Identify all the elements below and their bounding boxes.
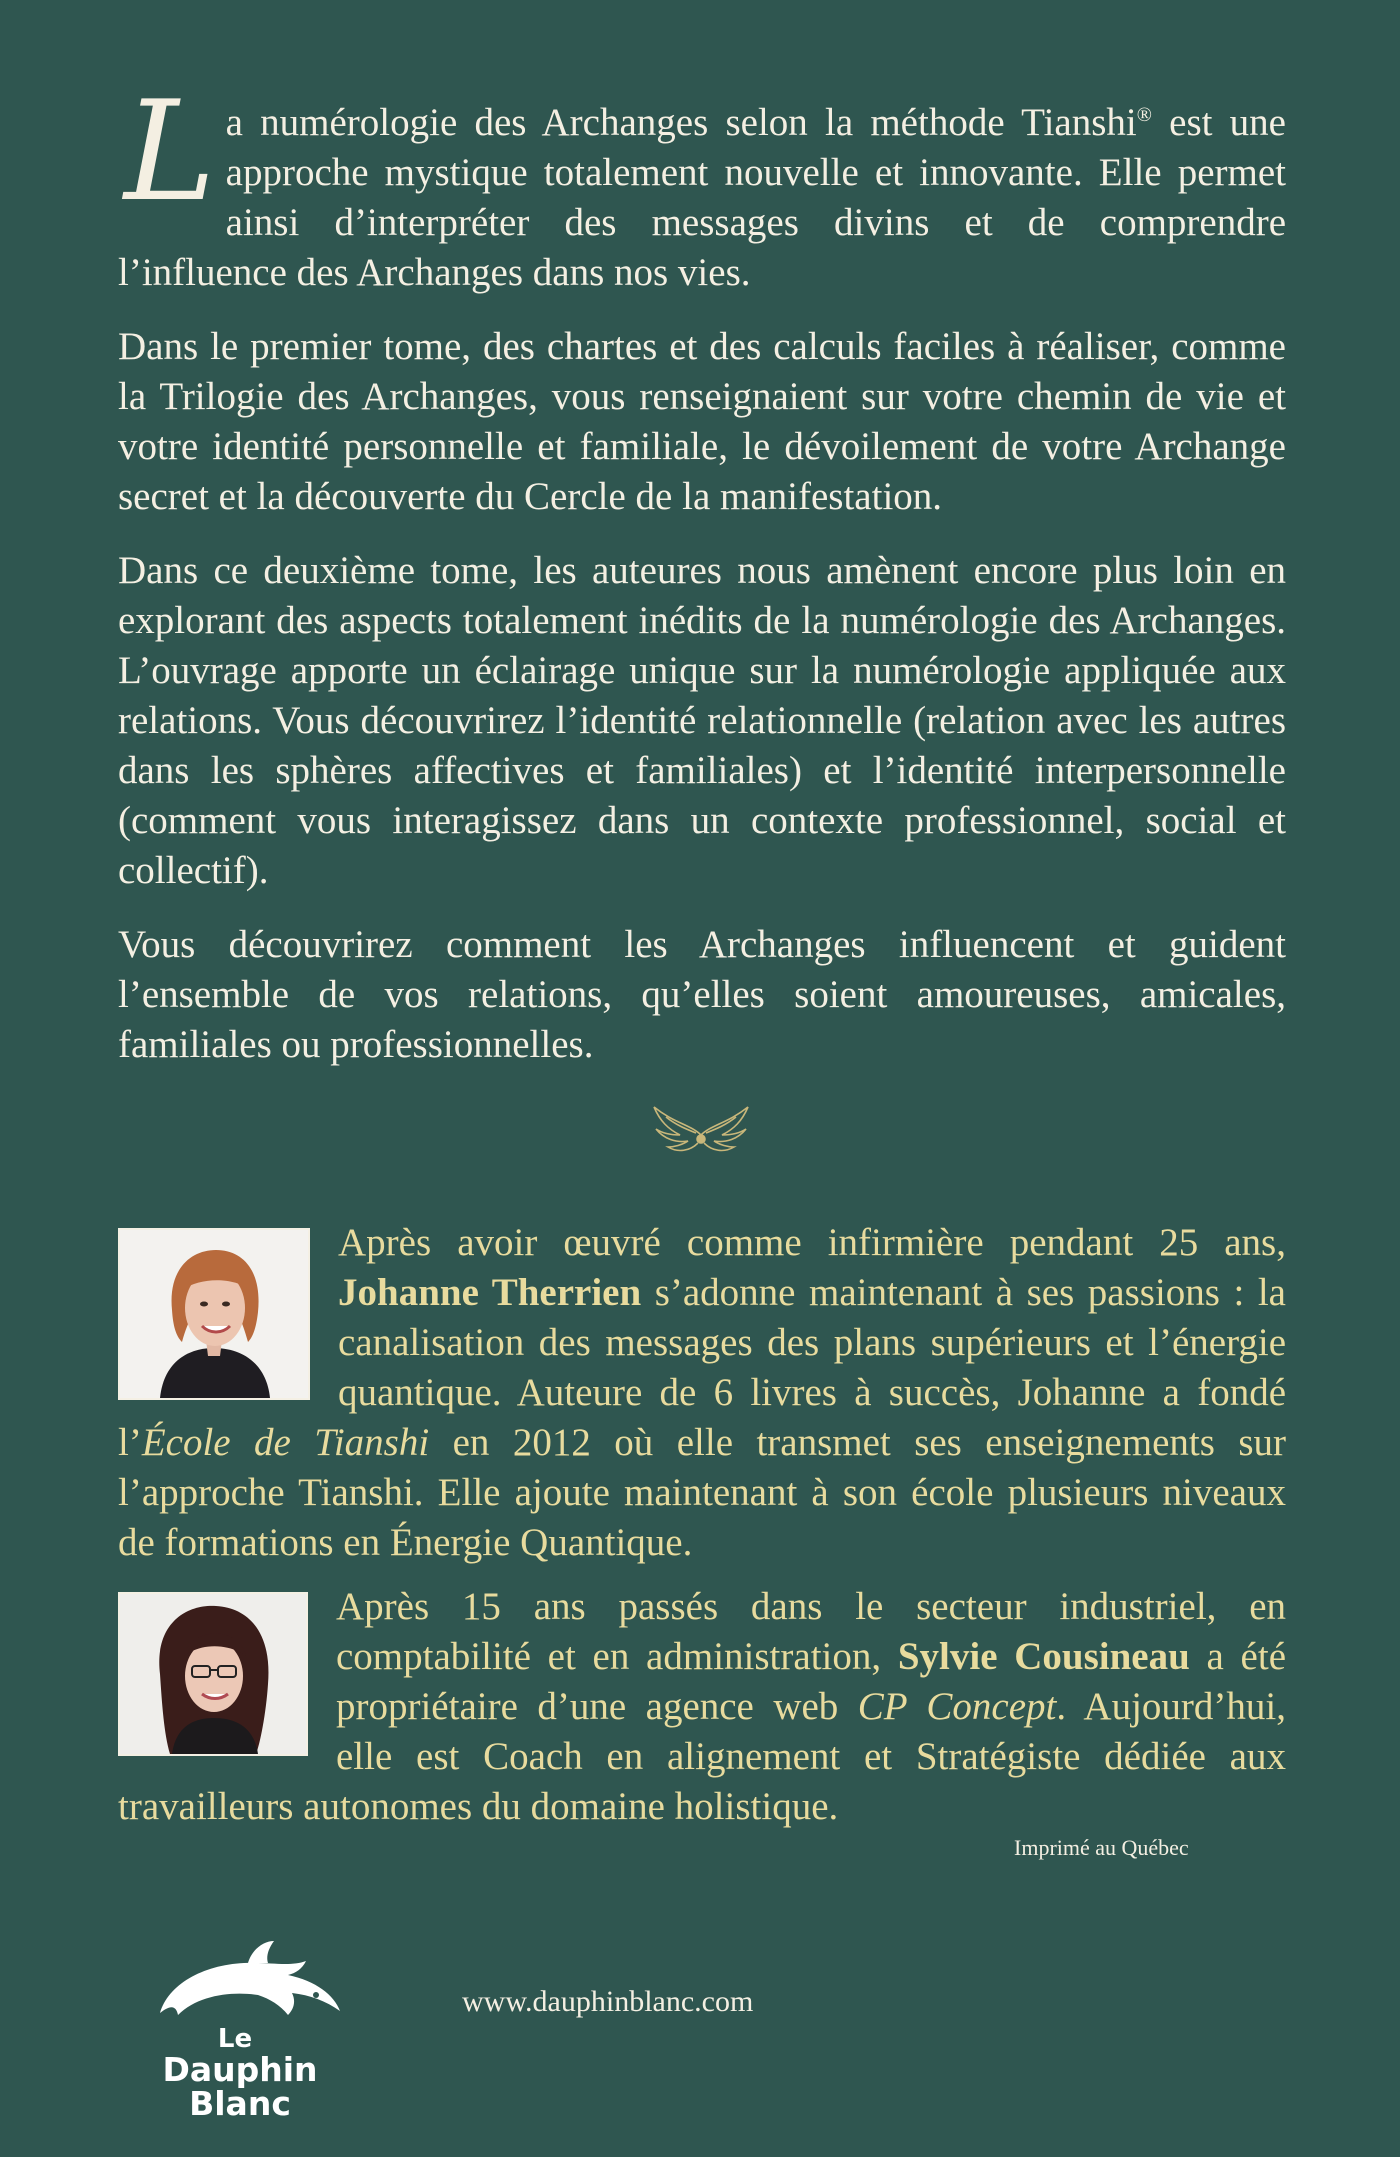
intro-text-2: est une approche mystique totalement nouvelle et innovante. Elle permet ainsi d’interpréter des messages divins et de comprendre l’influence des Archanges dans nos vies. [118,101,1286,294]
intro-text-1: a numérologie des Archanges selon la méthode Tianshi [225,101,1137,144]
author-bio-johanne [118,1218,1286,1568]
bio2-text-after: . Aujourd’hui, elle est Coach en alignement et Stratégiste dédiée aux travailleurs autonomes du domaine holistique. [118,1685,1286,1828]
registered-mark: ® [1136,104,1152,126]
dolphin-icon [120,1935,360,2025]
dropcap-letter: L [124,71,216,232]
paragraph-2: Dans ce deuxième tome, les auteures nous amènent encore plus loin en explorant des aspects totalement inédits de la numérologie des Archanges. L’ouvrage apporte un éclairage unique sur la numérologie appliquée aux relations. Vous découvrirez l’identité relationnelle (relation avec les autres dans les sphères affectives et familiales) et l’identité interpersonnelle (comment vous interagissez dans un contexte professionnel, social et collectif). [118,549,1286,892]
description-text [118,71,1286,1094]
printed-in-quebec: Imprimé au Québec [1014,1835,1189,1860]
agency-name: CP Concept [857,1685,1057,1728]
paragraph-3: Vous découvrirez comment les Archanges influencent et guident l’ensemble de vos relations, qu’elles soient amoureuses, amicales, familiales ou professionnelles. [118,923,1286,1066]
website-link[interactable]: www.dauphinblanc.com [462,1985,754,2018]
publisher-logo [120,1935,360,2123]
publisher-line-2: Dauphin [162,2050,318,2089]
bio1-text-mid: s’adonne maintenant à ses passions : la canalisation des messages des plans supérieurs et l’énergie quantique. Auteure de 6 livres à succès, Johanne a fondé l’ [118,1271,1286,1464]
school-name: École de Tianshi [141,1421,430,1464]
author-name-johanne: Johanne Therrien [338,1271,642,1314]
intro-paragraph [118,71,1286,298]
author-photo-johanne [118,1228,310,1400]
publisher-line-3: Blanc [189,2084,291,2123]
author-photo-sylvie [118,1592,308,1756]
bio2-text-mid: a été propriétaire d’une agence web [336,1635,1287,1728]
bio1-text-before: Après avoir œuvré comme infirmière pendant 25 ans, [338,1221,1286,1264]
author-name-sylvie: Sylvie Cousineau [897,1635,1190,1678]
publisher-line-1: Le [217,2024,253,2054]
bio1-text-after: en 2012 où elle transmet ses enseignements sur l’approche Tianshi. Elle ajoute maintenant à son école plusieurs niveaux de formations en Énergie Quantique. [118,1421,1286,1564]
author-bio-sylvie [118,1582,1286,1832]
paragraph-1: Dans le premier tome, des chartes et des calculs faciles à réaliser, comme la Trilogie des Archanges, vous renseignaient sur votre chemin de vie et votre identité personnelle et familiale, le dévoilement de votre Archange secret et la découverte du Cercle de la manifestation. [118,325,1286,518]
bio2-text-before: Après 15 ans passés dans le secteur industriel, en comptabilité et en administration, [336,1585,1286,1678]
angel-wings-icon [646,1095,756,1165]
